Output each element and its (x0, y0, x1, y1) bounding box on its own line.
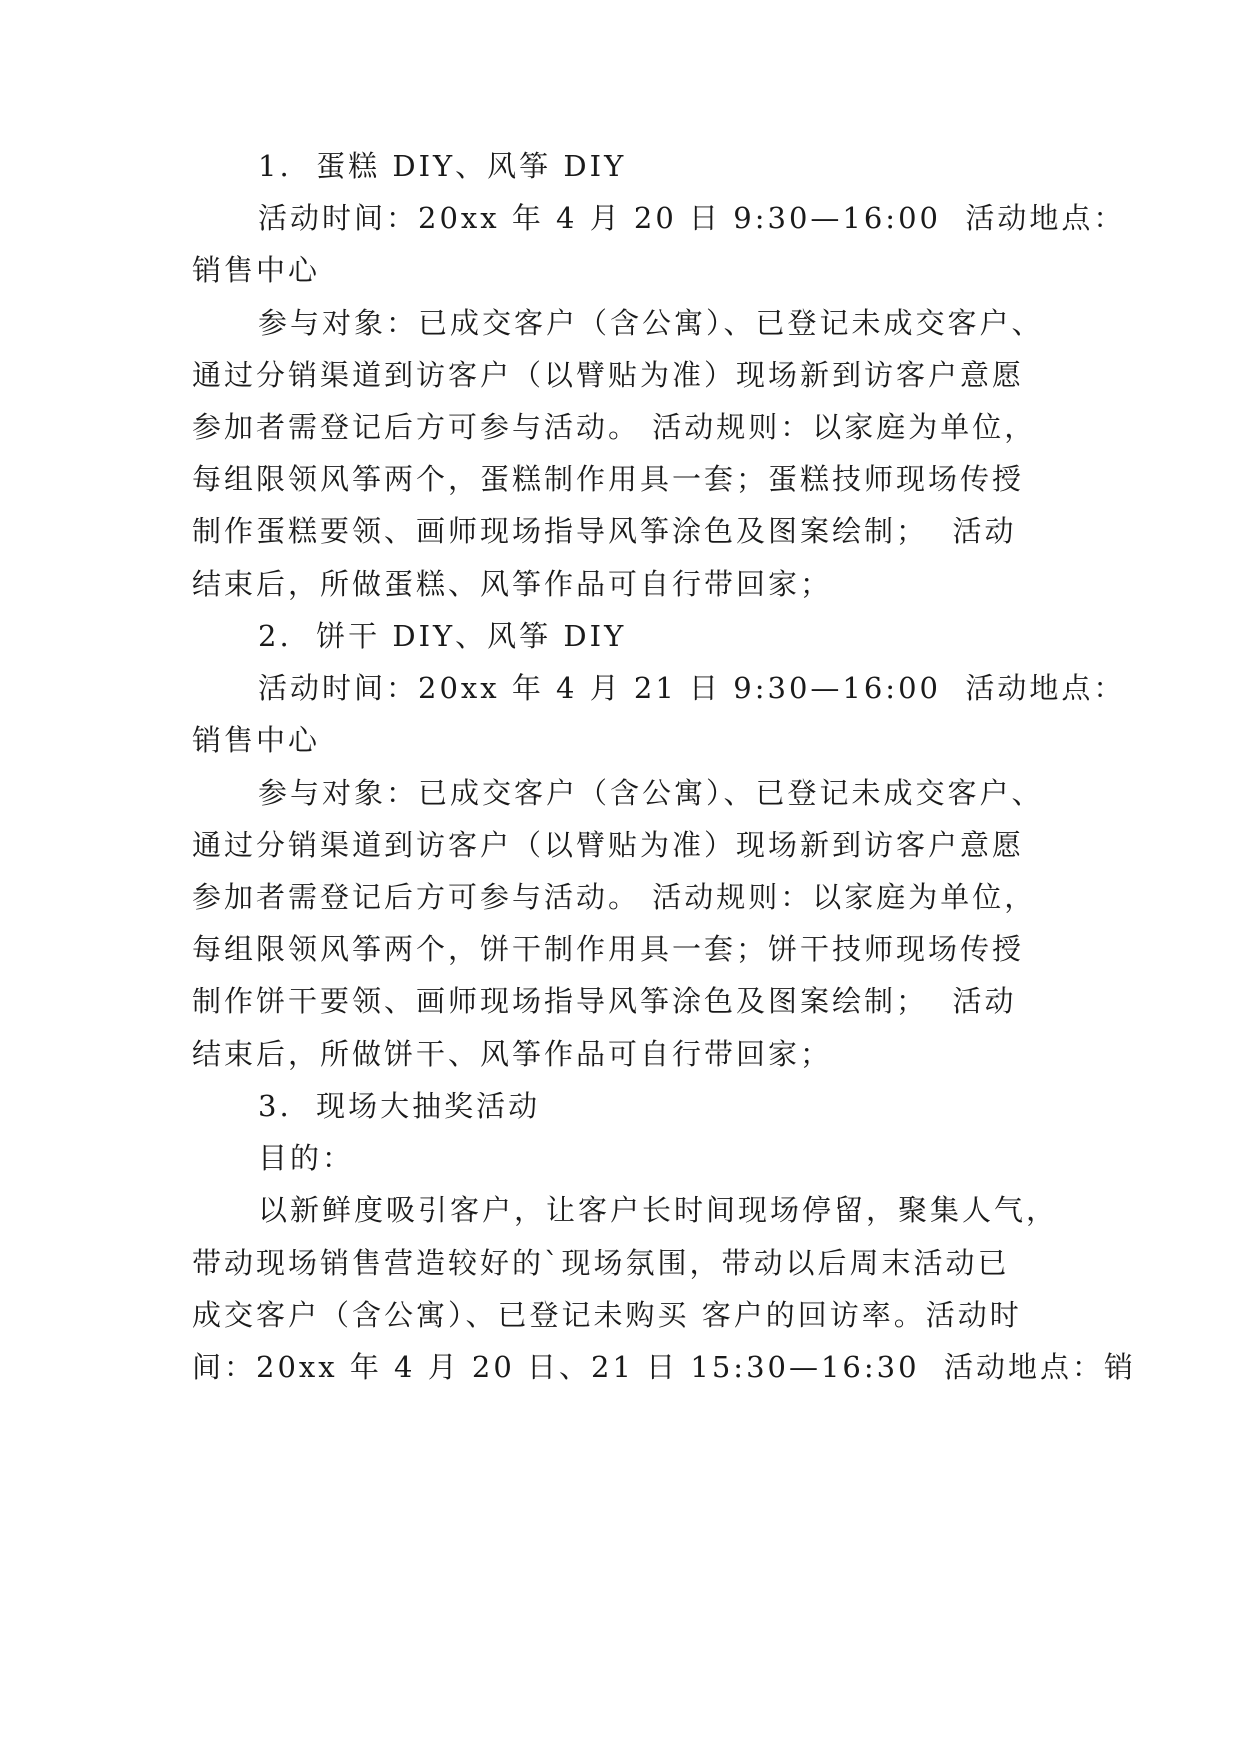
text-line: 活动时间：20xx 年 4 月 20 日 9:30—16:00 活动地点： (258, 201, 1126, 235)
text-line: 活动时间：20xx 年 4 月 21 日 9:30—16:00 活动地点： (258, 671, 1126, 705)
text-line: 通过分销渠道到访客户（以臂贴为准）现场新到访客户意愿 (192, 828, 1025, 862)
text-line: 成交客户（含公寓）、已登记未购买 客户的回访率。活动时 (192, 1298, 1022, 1332)
text-line: 间：20xx 年 4 月 20 日、21 日 15:30—16:30 活动地点：销 (192, 1350, 1136, 1384)
text-line: 参加者需登记后方可参与活动。 活动规则：以家庭为单位， (192, 410, 1037, 444)
text-line: 销售中心 (192, 253, 321, 287)
heading-biscuit-kite-diy: 2. 饼干 DIY、风筝 DIY (258, 619, 627, 653)
text-line: 通过分销渠道到访客户（以臂贴为准）现场新到访客户意愿 (192, 358, 1025, 392)
text-line: 销售中心 (192, 723, 321, 757)
heading-cake-kite-diy: 1. 蛋糕 DIY、风筝 DIY (258, 149, 627, 183)
text-line: 带动现场销售营造较好的`现场氛围，带动以后周末活动已 (192, 1246, 1010, 1280)
text-line: 目的： (258, 1141, 355, 1175)
heading-lottery: 3. 现场大抽奖活动 (258, 1089, 541, 1123)
text-line: 制作蛋糕要领、画师现场指导风筝涂色及图案绘制； 活动 (192, 514, 1017, 548)
text-line: 结束后，所做饼干、风筝作品可自行带回家； (192, 1037, 833, 1071)
text-line: 结束后，所做蛋糕、风筝作品可自行带回家； (192, 567, 833, 601)
text-line: 参与对象：已成交客户（含公寓）、已登记未成交客户、 (258, 306, 1044, 340)
text-line: 以新鲜度吸引客户，让客户长时间现场停留，聚集人气， (258, 1193, 1059, 1227)
text-line: 参与对象：已成交客户（含公寓）、已登记未成交客户、 (258, 776, 1044, 810)
text-line: 每组限领风筝两个，蛋糕制作用具一套；蛋糕技师现场传授 (192, 462, 1025, 496)
text-line: 参加者需登记后方可参与活动。 活动规则：以家庭为单位， (192, 880, 1037, 914)
text-line: 每组限领风筝两个，饼干制作用具一套；饼干技师现场传授 (192, 932, 1025, 966)
text-line: 制作饼干要领、画师现场指导风筝涂色及图案绘制； 活动 (192, 984, 1017, 1018)
